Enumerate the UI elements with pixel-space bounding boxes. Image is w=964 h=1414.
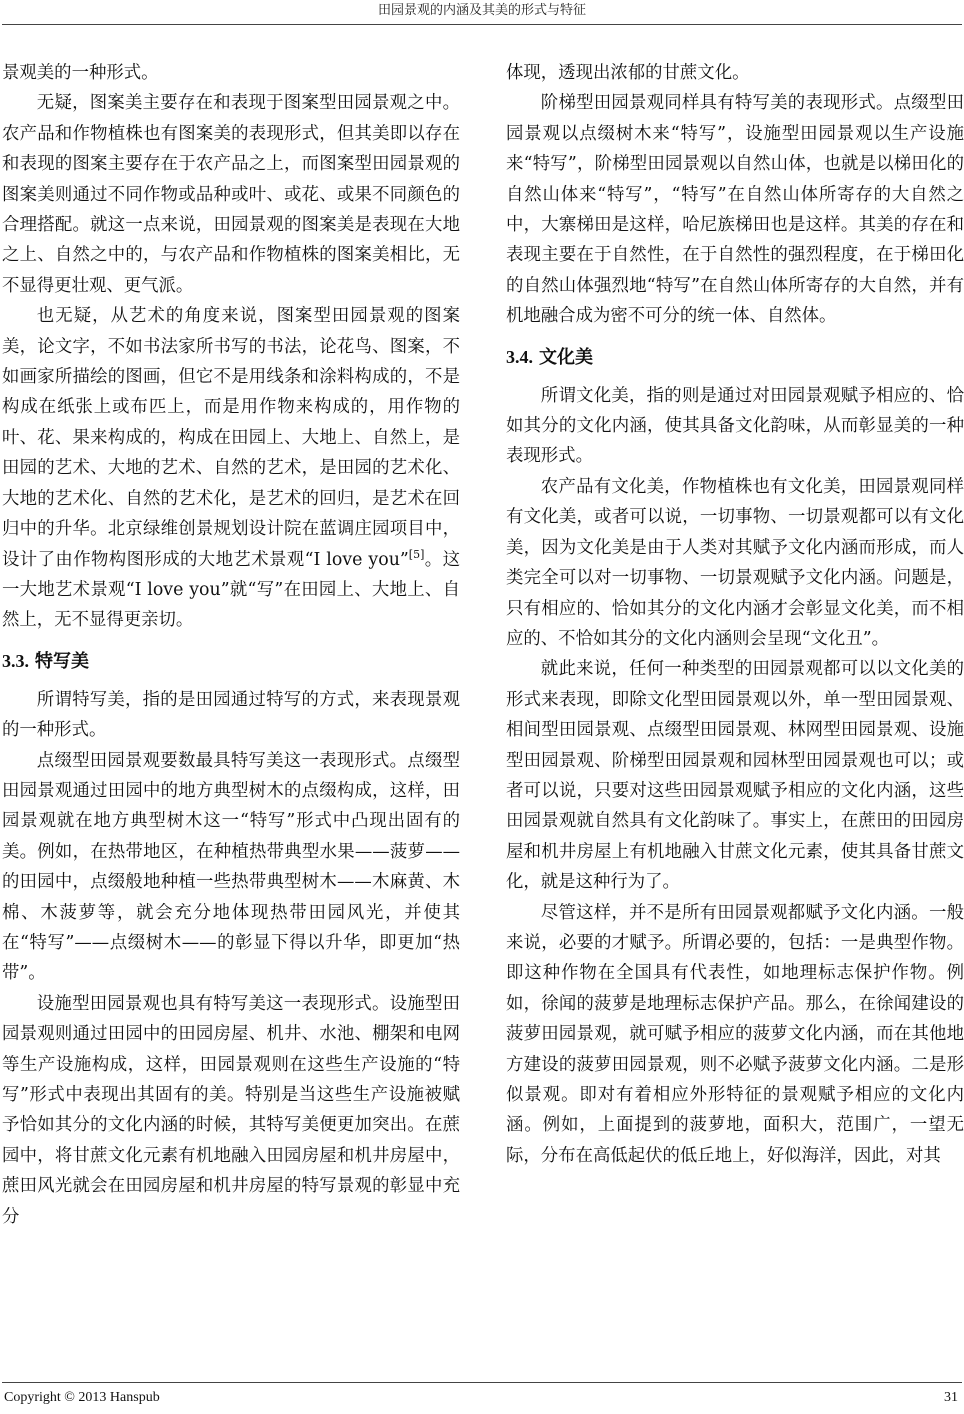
section-number: 3.3.	[2, 650, 29, 671]
paragraph-text: 。这一大地艺术景观“I love you”就“写”在田园上、大地上、自然上，无不显得更亲切。	[2, 549, 460, 631]
paragraph: 点缀型田园景观要数最具特写美这一表现形式。点缀型田园景观通过田园中的地方典型树木的点缀构成，这样，田园景观就在地方典型树木这一“特写”形式中凸现出固有的美。例如，在热带地区，在种植热带典型水果——菠萝——的田园中，点缀般地种植一些热带典型树木——木麻黄、木棉、木菠萝等，就会充分地体现热带田园风光，并使其在“特写”——点缀树木——的彰显下得以升华，即更加“热带”。	[2, 750, 460, 984]
paragraph: 体现，透现出浓郁的甘蔗文化。	[506, 63, 750, 83]
paragraph: 景观美的一种形式。	[2, 63, 159, 83]
paragraph: 尽管这样，并不是所有田园景观都赋予文化内涵。一般来说，必要的才赋予。所谓必要的，包括：一是典型作物。即这种作物在全国具有代表性，如地理标志保护作物。例如，徐闻的菠萝是地理标志保护产品。那么，在徐闻建设的菠萝田园景观，就可赋予相应的菠萝文化内涵，而在其他地方建设的菠萝田园景观，则不必赋予菠萝文化内涵。二是形似景观。即对有着相应外形特征的景观赋予相应的文化内涵。例如，上面提到的菠萝地，面积大，范围广，一望无际，分布在高低起伏的低丘地上，好似海洋，因此，对其	[506, 902, 964, 1166]
left-column	[2, 58, 460, 1232]
paragraph: 无疑，图案美主要存在和表现于图案型田园景观之中。农产品和作物植株也有图案美的表现形式，但其美即以存在和表现的图案主要存在于农产品之上，而图案型田园景观的图案美则通过不同作物或品种或叶、或花、或果不同颜色的合理搭配。就这一点来说，田园景观的图案美是表现在大地之上、自然之中的，与农产品和作物植株的图案美相比，无不显得更壮观、更气派。	[2, 93, 460, 296]
copyright-notice: Copyright © 2013 Hanspub	[4, 1390, 160, 1405]
page-number: 31	[944, 1390, 958, 1405]
section-heading-3-3	[2, 646, 460, 677]
header-divider	[2, 24, 962, 25]
paragraph: 农产品有文化美，作物植株也有文化美，田园景观同样有文化美，或者可以说，一切事物、一切景观都可以有文化美，因为文化美是由于人类对其赋予文化内涵而形成，而人类完全可以对一切事物、一切景观赋予文化内涵。问题是，只有相应的、恰如其分的文化内涵才会彰显文化美，而不相应的、不恰如其分的文化内涵则会呈现“文化丑”。	[506, 476, 964, 649]
section-number: 3.4.	[506, 346, 533, 367]
paragraph: 设施型田园景观也具有特写美这一表现形式。设施型田园景观则通过田园中的田园房屋、机井、水池、棚架和电网等生产设施构成，这样，田园景观则在这些生产设施的“特写”形式中表现出其固有的美。特别是当这些生产设施被赋予恰如其分的文化内涵的时候，其特写美便更加突出。在蔗园中，将甘蔗文化元素有机地融入田园房屋和机井房屋中，蔗田风光就会在田园房屋和机井房屋的特写景观的彰显中充分	[2, 993, 460, 1227]
paragraph	[2, 301, 460, 635]
paragraph-text: 也无疑，从艺术的角度来说，图案型田园景观的图案美，论文字，不如书法家所书写的书法，论花鸟、图案，不如画家所描绘的图画，但它不是用线条和涂料构成的，不是构成在纸张上或布匹上，而是用作物来构成的，用作物的叶、花、果来构成的，构成在田园上、大地上、自然上，是田园的艺术、大地的艺术、自然的艺术，是田园的艺术化、大地的艺术化、自然的艺术化，是艺术的回归，是艺术在回归中的升华。北京绿维创景规划设计院在蓝调庄园项目中，设计了由作物构图形成的大地艺术景观“I love you”	[2, 306, 460, 570]
paragraph: 就此来说，任何一种类型的田园景观都可以以文化美的形式来表现，即除文化型田园景观以外，单一型田园景观、相间型田园景观、点缀型田园景观、林网型田园景观、设施型田园景观、阶梯型田园景观和园林型田园景观也可以；或者可以说，只要对这些田园景观赋予相应的文化内涵，这些田园景观就自然具有文化韵味了。事实上，在蔗田的田园房屋和机井房屋上有机地融入甘蔗文化元素，使其具备甘蔗文化，就是这种行为了。	[506, 659, 964, 893]
section-title: 文化美	[539, 346, 593, 368]
paragraph: 阶梯型田园景观同样具有特写美的表现形式。点缀型田园景观以点缀树木来“特写”，设施型田园景观以生产设施来“特写”，阶梯型田园景观以自然山体，也就是以梯田化的自然山体来“特写”，“特写”在自然山体所寄存的大自然之中，大寨梯田是这样，哈尼族梯田也是这样。其美的存在和表现主要在于自然性，在于自然性的强烈程度，在于梯田化的自然山体强烈地“特写”在自然山体所寄存的大自然，并有机地融合成为密不可分的统一体、自然体。	[506, 93, 964, 327]
right-column	[506, 58, 964, 1171]
footer-divider	[2, 1382, 962, 1383]
citation-ref: [5]	[408, 547, 425, 561]
paragraph: 所谓文化美，指的则是通过对田园景观赋予相应的、恰如其分的文化内涵，使其具备文化韵味，从而彰显美的一种表现形式。	[506, 385, 964, 467]
section-heading-3-4	[506, 342, 964, 373]
paragraph: 所谓特写美，指的是田园通过特写的方式，来表现景观的一种形式。	[2, 689, 460, 741]
section-title: 特写美	[35, 650, 89, 672]
running-header: 田园景观的内涵及其美的形式与特征	[377, 3, 586, 18]
